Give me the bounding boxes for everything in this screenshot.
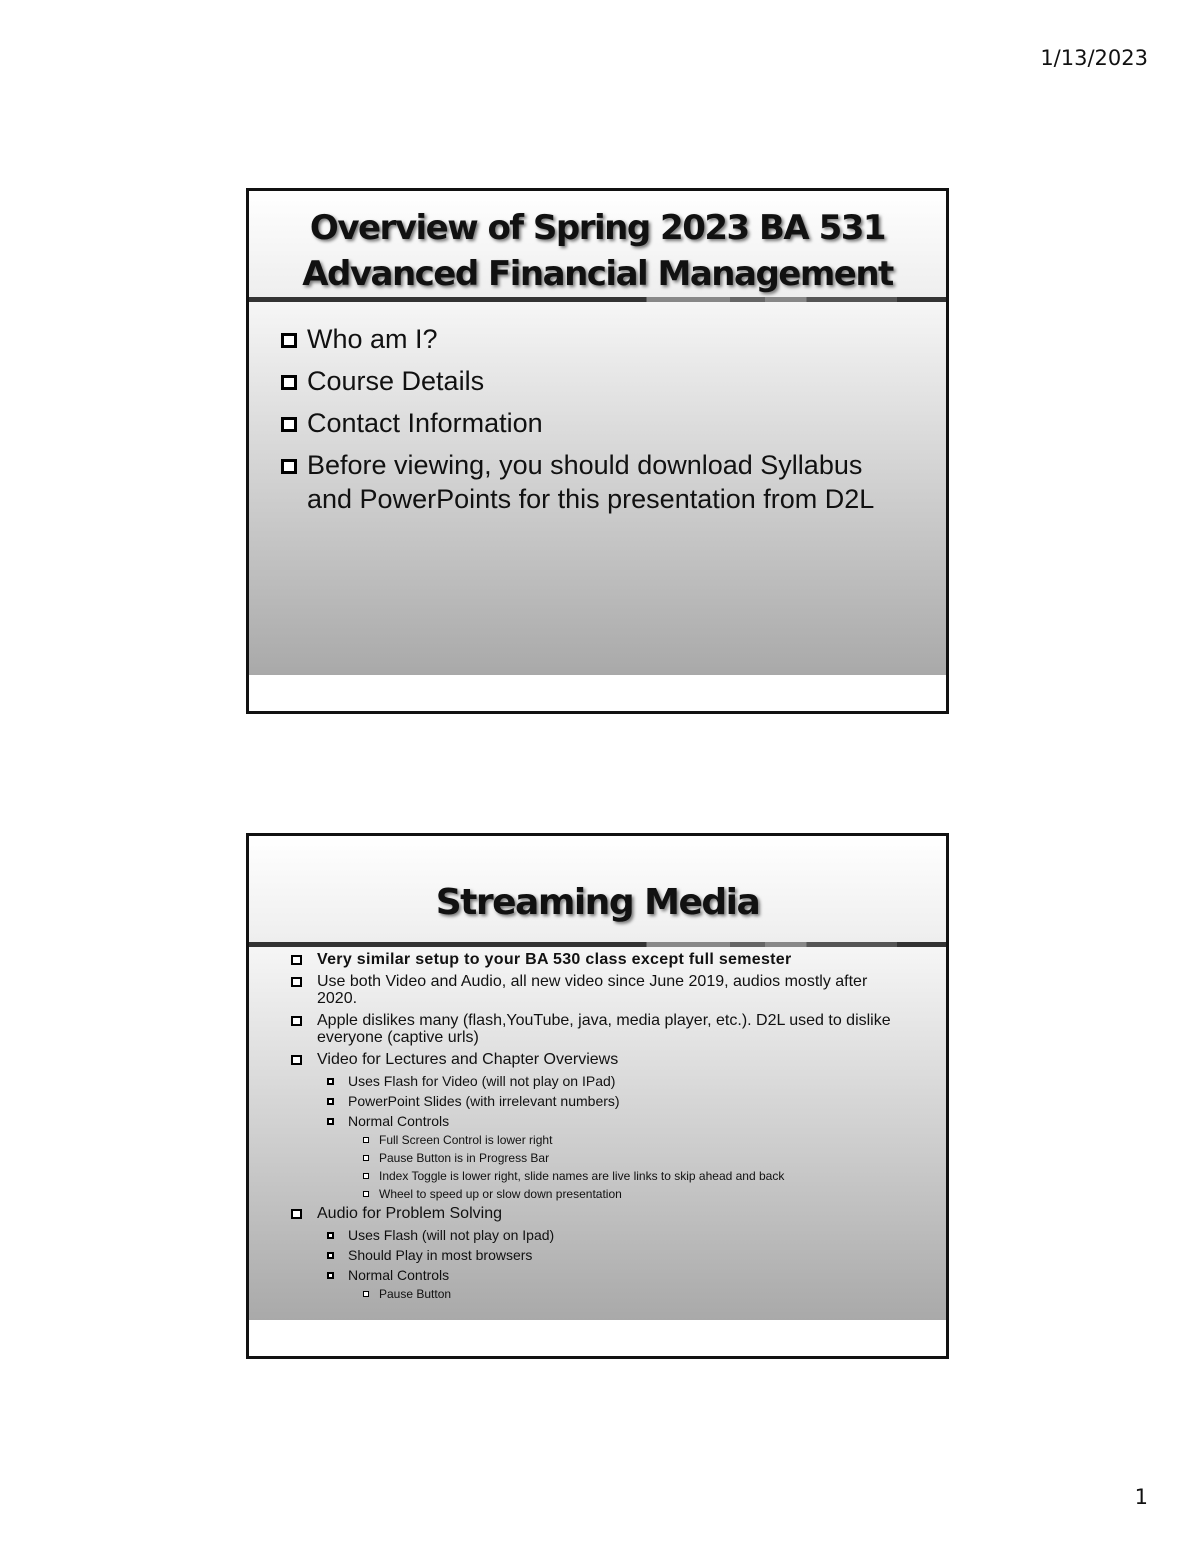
page-number: 1 (1134, 1485, 1148, 1509)
list-item: Index Toggle is lower right, slide names are live links to skip ahead and back (291, 1169, 911, 1183)
list-item: Before viewing, you should download Syllabus and PowerPoints for this presentation from D2L (281, 448, 901, 516)
square-bullet-icon (291, 1016, 302, 1026)
square-bullet-icon (327, 1118, 334, 1125)
list-item: Video for Lectures and Chapter Overviews (291, 1051, 911, 1068)
list-item: Contact Information (281, 406, 901, 440)
square-bullet-icon (281, 375, 297, 390)
slide-overview (246, 188, 949, 714)
list-item: Audio for Problem Solving (291, 1205, 911, 1222)
list-item: Pause Button (291, 1287, 911, 1301)
square-bullet-icon (327, 1232, 334, 1239)
square-bullet-icon (281, 417, 297, 432)
slide-header (249, 191, 946, 297)
slide-title (249, 205, 946, 297)
list-item: Use both Video and Audio, all new video since June 2019, audios mostly after 2020. (291, 973, 911, 1007)
list-item: Apple dislikes many (flash,YouTube, java, media player, etc.). D2L used to dislike everyone (captive urls) (291, 1012, 911, 1046)
list-item: Normal Controls (291, 1113, 911, 1129)
square-bullet-icon (327, 1252, 334, 1259)
list-item: Who am I? (281, 322, 901, 356)
list-item: Normal Controls (291, 1267, 911, 1283)
list-item: Pause Button is in Progress Bar (291, 1151, 911, 1165)
square-bullet-icon (291, 977, 302, 987)
slide-body (249, 302, 946, 675)
slide-header (249, 836, 946, 942)
square-bullet-icon (291, 1209, 302, 1219)
square-bullet-icon (327, 1078, 334, 1085)
square-bullet-icon (363, 1191, 369, 1197)
bullet-list (291, 951, 911, 1305)
slide-title: Streaming Media (435, 882, 760, 923)
list-item: Very similar setup to your BA 530 class except full semester (291, 951, 911, 968)
square-bullet-icon (363, 1291, 369, 1297)
list-item: Course Details (281, 364, 901, 398)
bullet-list (281, 322, 901, 524)
list-item: Full Screen Control is lower right (291, 1133, 911, 1147)
square-bullet-icon (281, 459, 297, 474)
list-item: Wheel to speed up or slow down presentation (291, 1187, 911, 1201)
square-bullet-icon (291, 1055, 302, 1065)
square-bullet-icon (363, 1155, 369, 1161)
slide-body (249, 947, 946, 1320)
square-bullet-icon (327, 1098, 334, 1105)
list-item: Uses Flash (will not play on Ipad) (291, 1227, 911, 1243)
square-bullet-icon (363, 1173, 369, 1179)
list-item: Should Play in most browsers (291, 1247, 911, 1263)
square-bullet-icon (291, 955, 302, 965)
list-item: PowerPoint Slides (with irrelevant numbers) (291, 1093, 911, 1109)
square-bullet-icon (363, 1137, 369, 1143)
square-bullet-icon (281, 333, 297, 348)
slide-title-line-2: Advanced Financial Management (302, 254, 893, 294)
slide-title-line-1: Overview of Spring 2023 BA 531 (309, 208, 886, 248)
square-bullet-icon (327, 1272, 334, 1279)
slide-streaming-media (246, 833, 949, 1359)
list-item: Uses Flash for Video (will not play on IPad) (291, 1073, 911, 1089)
page-date: 1/13/2023 (1040, 46, 1148, 70)
